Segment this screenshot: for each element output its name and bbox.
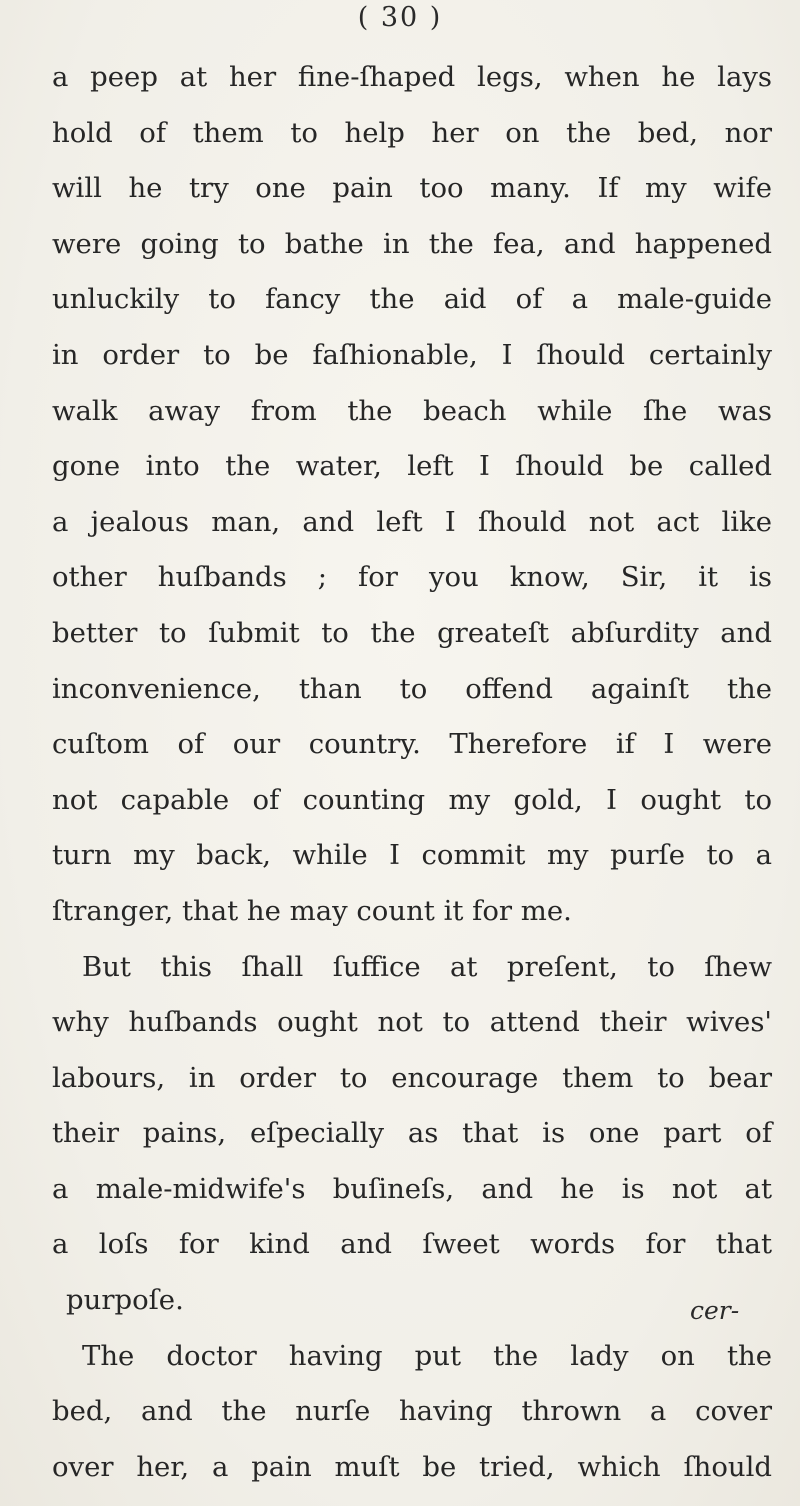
text-line-22: a loſs for kind and ſweet words for that [52, 1228, 772, 1261]
text-line-1: a peep at her fine-ſhaped legs, when he lays [52, 61, 772, 93]
text-line-15: turn my back, while I commit my purſe to a [52, 839, 772, 872]
text-line-6: in order to be faſhionable, I ſhould certainly [52, 338, 772, 371]
text-line-19: labours, in order to encourage them to bear [52, 1061, 772, 1094]
text-line-2: hold of them to help her on the bed, nor [52, 116, 772, 149]
text-line-7: walk away from the beach while ſhe was [52, 394, 772, 427]
text-line-17: But this ſhall ſuffice at preſent, to ſhew [82, 950, 772, 983]
text-line-16: ſtranger, that he may count it for me. [52, 894, 572, 927]
text-line-20: their pains, eſpecially as that is one part of [52, 1117, 772, 1150]
catchword: cer- [690, 1296, 740, 1325]
text-line-12: inconvenience, than to offend againſt the [52, 672, 772, 705]
body-text [52, 50, 772, 1495]
text-line-23: purpoſe. [66, 1284, 184, 1317]
text-line-25: bed, and the nurſe having thrown a cover [52, 1395, 772, 1428]
text-line-10: other huſbands ; for you know, Sir, it is [52, 561, 772, 594]
text-line-21: a male-midwife's buſineſs, and he is not at [52, 1172, 772, 1205]
text-line-11: better to ſubmit to the greateſt abſurdity and [52, 616, 772, 649]
text-line-14: not capable of counting my gold, I ought to [52, 783, 772, 816]
text-line-8: gone into the water, left I ſhould be called [52, 450, 772, 483]
text-line-18: why huſbands ought not to attend their wives' [52, 1006, 772, 1039]
text-line-13: cuſtom of our country. Therefore if I were [52, 728, 772, 761]
page-number: ( 30 ) [357, 2, 443, 33]
text-line-24: The doctor having put the lady on the [82, 1339, 772, 1372]
text-line-5: unluckily to fancy the aid of a male-guide [52, 283, 772, 316]
text-line-9: a jealous man, and left I ſhould not act like [52, 505, 772, 538]
text-line-26: over her, a pain muſt be tried, which ſhould [52, 1450, 772, 1483]
text-line-4: were going to bathe in the fea, and happened [52, 227, 772, 260]
text-line-3: will he try one pain too many. If my wife [52, 172, 772, 205]
